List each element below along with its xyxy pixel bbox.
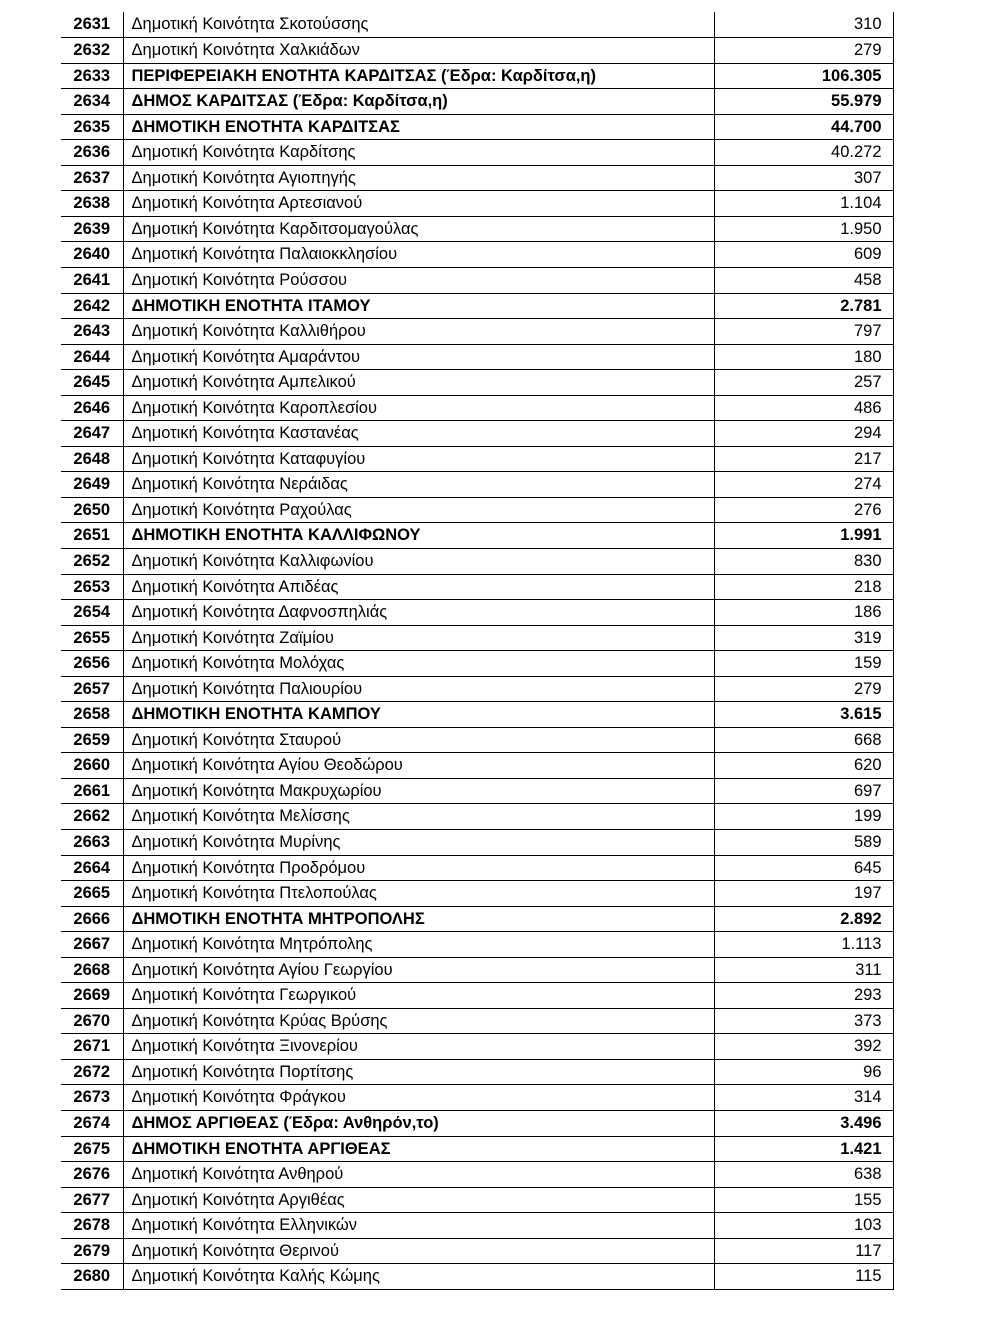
row-code: 2655 (61, 625, 123, 651)
row-code: 2677 (61, 1187, 123, 1213)
table-row (61, 497, 893, 523)
table-row (61, 140, 893, 166)
row-name: Δημοτική Κοινότητα Καλλιφωνίου (123, 548, 714, 574)
table-row (61, 727, 893, 753)
row-population: 279 (714, 676, 893, 702)
row-population: 1.113 (714, 932, 893, 958)
row-code: 2635 (61, 114, 123, 140)
row-code: 2672 (61, 1059, 123, 1085)
row-code: 2641 (61, 267, 123, 293)
row-code: 2664 (61, 855, 123, 881)
row-name: Δημοτική Κοινότητα Καρδιτσομαγούλας (123, 216, 714, 242)
row-name: Δημοτική Κοινότητα Αργιθέας (123, 1187, 714, 1213)
row-code: 2662 (61, 804, 123, 830)
row-name: Δημοτική Κοινότητα Ραχούλας (123, 497, 714, 523)
table-row (61, 293, 893, 319)
row-population: 797 (714, 319, 893, 345)
row-code: 2674 (61, 1111, 123, 1137)
row-name: Δημοτική Κοινότητα Προδρόμου (123, 855, 714, 881)
row-name: Δημοτική Κοινότητα Μυρίνης (123, 830, 714, 856)
row-name: Δημοτική Κοινότητα Αγίου Γεωργίου (123, 957, 714, 983)
row-population: 40.272 (714, 140, 893, 166)
row-population: 44.700 (714, 114, 893, 140)
table-row (61, 1111, 893, 1137)
row-name: Δημοτική Κοινότητα Αμπελικού (123, 370, 714, 396)
row-code: 2650 (61, 497, 123, 523)
row-name: Δημοτική Κοινότητα Σταυρού (123, 727, 714, 753)
row-population: 117 (714, 1238, 893, 1264)
row-name: Δημοτική Κοινότητα Παλιουρίου (123, 676, 714, 702)
row-code: 2665 (61, 881, 123, 907)
table-row (61, 702, 893, 728)
row-name: Δημοτική Κοινότητα Αρτεσιανού (123, 191, 714, 217)
row-name: Δημοτική Κοινότητα Καλής Κώμης (123, 1264, 714, 1290)
row-code: 2658 (61, 702, 123, 728)
table-row (61, 1059, 893, 1085)
row-name: Δημοτική Κοινότητα Αγιοπηγής (123, 165, 714, 191)
row-population: 314 (714, 1085, 893, 1111)
row-name: ΔΗΜΟΤΙΚΗ ΕΝΟΤΗΤΑ ΚΑΜΠΟΥ (123, 702, 714, 728)
table-row (61, 881, 893, 907)
row-population: 697 (714, 778, 893, 804)
row-name: Δημοτική Κοινότητα Καρδίτσης (123, 140, 714, 166)
row-population: 1.950 (714, 216, 893, 242)
row-population: 1.991 (714, 523, 893, 549)
row-name: Δημοτική Κοινότητα Κρύας Βρύσης (123, 1008, 714, 1034)
row-population: 106.305 (714, 63, 893, 89)
population-table (61, 12, 894, 1290)
row-population: 319 (714, 625, 893, 651)
table-row (61, 957, 893, 983)
row-code: 2679 (61, 1238, 123, 1264)
row-code: 2643 (61, 319, 123, 345)
row-name: Δημοτική Κοινότητα Φράγκου (123, 1085, 714, 1111)
table-row (61, 1085, 893, 1111)
row-population: 668 (714, 727, 893, 753)
row-code: 2661 (61, 778, 123, 804)
population-table-body (61, 12, 893, 1289)
row-name: Δημοτική Κοινότητα Ξινονερίου (123, 1034, 714, 1060)
row-name: Δημοτική Κοινότητα Ζαϊμίου (123, 625, 714, 651)
table-row (61, 1213, 893, 1239)
table-row (61, 1034, 893, 1060)
table-row (61, 267, 893, 293)
row-name: Δημοτική Κοινότητα Χαλκιάδων (123, 38, 714, 64)
table-row (61, 600, 893, 626)
row-name: Δημοτική Κοινότητα Καροπλεσίου (123, 395, 714, 421)
row-code: 2633 (61, 63, 123, 89)
row-population: 294 (714, 421, 893, 447)
row-name: Δημοτική Κοινότητα Ρούσσου (123, 267, 714, 293)
row-population: 3.496 (714, 1111, 893, 1137)
row-code: 2651 (61, 523, 123, 549)
table-row (61, 548, 893, 574)
table-row (61, 1238, 893, 1264)
row-code: 2656 (61, 651, 123, 677)
table-row (61, 472, 893, 498)
table-row (61, 165, 893, 191)
table-row (61, 1136, 893, 1162)
table-row (61, 1008, 893, 1034)
row-population: 311 (714, 957, 893, 983)
row-population: 159 (714, 651, 893, 677)
row-population: 1.421 (714, 1136, 893, 1162)
row-code: 2659 (61, 727, 123, 753)
row-code: 2666 (61, 906, 123, 932)
row-name: ΔΗΜΟΣ ΚΑΡΔΙΤΣΑΣ (Έδρα: Καρδίτσα,η) (123, 89, 714, 115)
table-row (61, 1264, 893, 1290)
row-population: 830 (714, 548, 893, 574)
row-name: Δημοτική Κοινότητα Γεωργικού (123, 983, 714, 1009)
table-row (61, 89, 893, 115)
row-code: 2660 (61, 753, 123, 779)
table-row (61, 344, 893, 370)
row-population: 392 (714, 1034, 893, 1060)
table-row (61, 191, 893, 217)
row-population: 373 (714, 1008, 893, 1034)
row-population: 2.781 (714, 293, 893, 319)
row-code: 2671 (61, 1034, 123, 1060)
row-code: 2631 (61, 12, 123, 38)
row-code: 2644 (61, 344, 123, 370)
row-name: Δημοτική Κοινότητα Μακρυχωρίου (123, 778, 714, 804)
row-name: ΔΗΜΟΤΙΚΗ ΕΝΟΤΗΤΑ ΚΑΛΛΙΦΩΝΟΥ (123, 523, 714, 549)
table-row (61, 370, 893, 396)
row-name: Δημοτική Κοινότητα Παλαιοκκλησίου (123, 242, 714, 268)
row-name: ΔΗΜΟΤΙΚΗ ΕΝΟΤΗΤΑ ΜΗΤΡΟΠΟΛΗΣ (123, 906, 714, 932)
row-population: 609 (714, 242, 893, 268)
table-row (61, 651, 893, 677)
row-population: 155 (714, 1187, 893, 1213)
row-name: Δημοτική Κοινότητα Καστανέας (123, 421, 714, 447)
row-code: 2647 (61, 421, 123, 447)
row-code: 2657 (61, 676, 123, 702)
row-population: 3.615 (714, 702, 893, 728)
row-population: 197 (714, 881, 893, 907)
row-population: 620 (714, 753, 893, 779)
row-population: 307 (714, 165, 893, 191)
row-population: 217 (714, 446, 893, 472)
row-name: Δημοτική Κοινότητα Δαφνοσπηλιάς (123, 600, 714, 626)
row-code: 2652 (61, 548, 123, 574)
table-row (61, 1187, 893, 1213)
table-row (61, 421, 893, 447)
row-code: 2636 (61, 140, 123, 166)
row-population: 115 (714, 1264, 893, 1290)
table-row (61, 446, 893, 472)
row-code: 2637 (61, 165, 123, 191)
row-code: 2642 (61, 293, 123, 319)
row-name: Δημοτική Κοινότητα Ελληνικών (123, 1213, 714, 1239)
row-name: Δημοτική Κοινότητα Νεράιδας (123, 472, 714, 498)
row-population: 276 (714, 497, 893, 523)
row-population: 257 (714, 370, 893, 396)
row-name: Δημοτική Κοινότητα Μολόχας (123, 651, 714, 677)
table-row (61, 983, 893, 1009)
row-name: Δημοτική Κοινότητα Πορτίτσης (123, 1059, 714, 1085)
table-row (61, 242, 893, 268)
row-population: 2.892 (714, 906, 893, 932)
row-population: 274 (714, 472, 893, 498)
row-code: 2653 (61, 574, 123, 600)
row-name: Δημοτική Κοινότητα Αγίου Θεοδώρου (123, 753, 714, 779)
row-population: 186 (714, 600, 893, 626)
row-population: 103 (714, 1213, 893, 1239)
table-row (61, 625, 893, 651)
row-code: 2648 (61, 446, 123, 472)
row-code: 2640 (61, 242, 123, 268)
table-row (61, 395, 893, 421)
row-code: 2638 (61, 191, 123, 217)
row-name: Δημοτική Κοινότητα Ανθηρού (123, 1162, 714, 1188)
table-row (61, 38, 893, 64)
table-row (61, 12, 893, 38)
row-code: 2678 (61, 1213, 123, 1239)
row-name: Δημοτική Κοινότητα Αμαράντου (123, 344, 714, 370)
row-population: 638 (714, 1162, 893, 1188)
row-name: Δημοτική Κοινότητα Πτελοπούλας (123, 881, 714, 907)
row-name: Δημοτική Κοινότητα Θερινού (123, 1238, 714, 1264)
row-code: 2680 (61, 1264, 123, 1290)
row-name: Δημοτική Κοινότητα Καταφυγίου (123, 446, 714, 472)
row-code: 2667 (61, 932, 123, 958)
table-row (61, 855, 893, 881)
row-code: 2663 (61, 830, 123, 856)
row-name: Δημοτική Κοινότητα Μητρόπολης (123, 932, 714, 958)
row-code: 2673 (61, 1085, 123, 1111)
row-code: 2669 (61, 983, 123, 1009)
table-row (61, 114, 893, 140)
table-row (61, 804, 893, 830)
row-population: 55.979 (714, 89, 893, 115)
row-population: 645 (714, 855, 893, 881)
row-code: 2645 (61, 370, 123, 396)
row-code: 2676 (61, 1162, 123, 1188)
row-population: 96 (714, 1059, 893, 1085)
row-name: ΔΗΜΟΤΙΚΗ ΕΝΟΤΗΤΑ ΚΑΡΔΙΤΣΑΣ (123, 114, 714, 140)
table-row (61, 319, 893, 345)
row-code: 2675 (61, 1136, 123, 1162)
row-population: 293 (714, 983, 893, 1009)
table-row (61, 216, 893, 242)
row-name: Δημοτική Κοινότητα Σκοτούσσης (123, 12, 714, 38)
row-population: 458 (714, 267, 893, 293)
row-name: ΔΗΜΟΤΙΚΗ ΕΝΟΤΗΤΑ ΑΡΓΙΘΕΑΣ (123, 1136, 714, 1162)
table-row (61, 676, 893, 702)
row-population: 1.104 (714, 191, 893, 217)
row-population: 310 (714, 12, 893, 38)
row-code: 2646 (61, 395, 123, 421)
row-population: 486 (714, 395, 893, 421)
row-name: ΔΗΜΟΣ ΑΡΓΙΘΕΑΣ (Έδρα: Ανθηρόν,το) (123, 1111, 714, 1137)
row-name: Δημοτική Κοινότητα Καλλιθήρου (123, 319, 714, 345)
row-code: 2649 (61, 472, 123, 498)
table-row (61, 906, 893, 932)
row-population: 180 (714, 344, 893, 370)
row-population: 218 (714, 574, 893, 600)
row-code: 2634 (61, 89, 123, 115)
table-row (61, 830, 893, 856)
row-name: ΔΗΜΟΤΙΚΗ ΕΝΟΤΗΤΑ ΙΤΑΜΟΥ (123, 293, 714, 319)
row-population: 589 (714, 830, 893, 856)
row-code: 2654 (61, 600, 123, 626)
row-name: Δημοτική Κοινότητα Μελίσσης (123, 804, 714, 830)
row-code: 2670 (61, 1008, 123, 1034)
table-row (61, 523, 893, 549)
table-row (61, 63, 893, 89)
row-name: Δημοτική Κοινότητα Απιδέας (123, 574, 714, 600)
row-code: 2632 (61, 38, 123, 64)
row-population: 279 (714, 38, 893, 64)
table-row (61, 932, 893, 958)
table-row (61, 574, 893, 600)
table-row (61, 778, 893, 804)
row-code: 2668 (61, 957, 123, 983)
table-row (61, 1162, 893, 1188)
table-row (61, 753, 893, 779)
row-population: 199 (714, 804, 893, 830)
row-code: 2639 (61, 216, 123, 242)
row-name: ΠΕΡΙΦΕΡΕΙΑΚΗ ΕΝΟΤΗΤΑ ΚΑΡΔΙΤΣΑΣ (Έδρα: Καρδίτσα,η) (123, 63, 714, 89)
